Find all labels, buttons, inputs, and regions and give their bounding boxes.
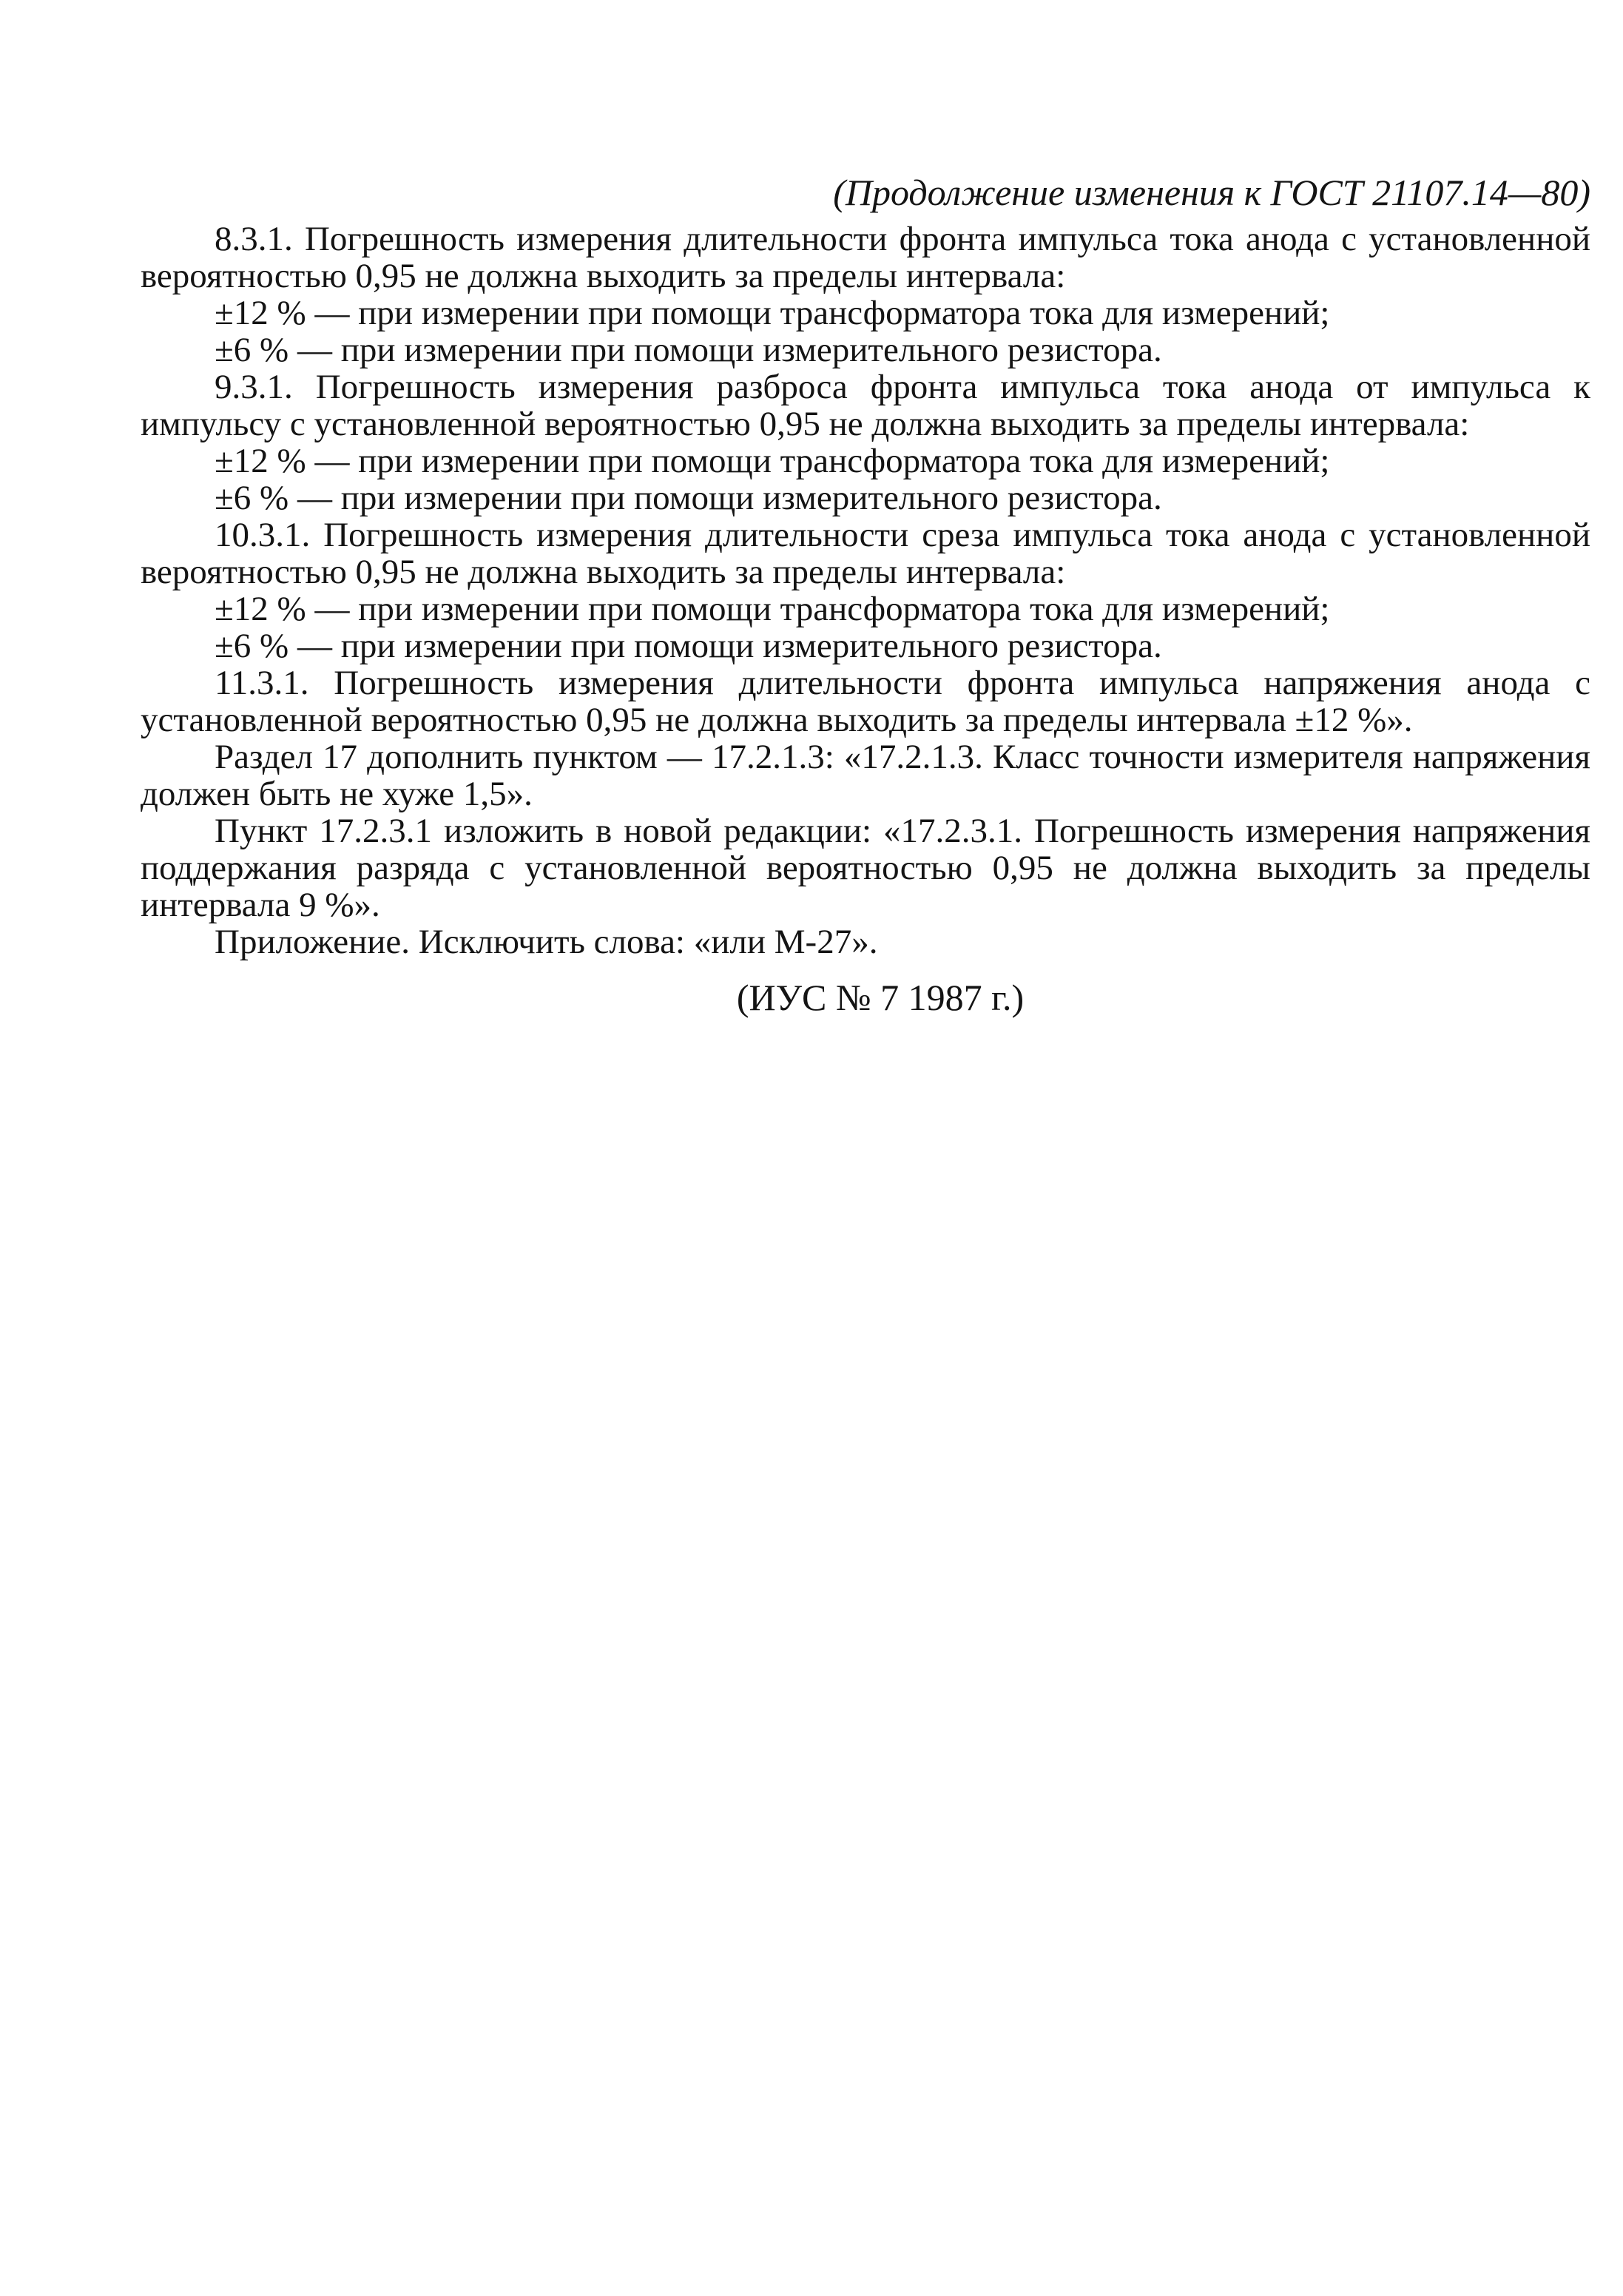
paragraph-11-3-1: 11.3.1. Погрешность измерения длительности фронта импульса напряжения анода с установленной вероятностью 0,95 не должна выходить за пределы интервала ±12 %». [141,664,1590,739]
paragraph-8-3-1-item-a: ±12 % — при измерении при помощи трансформатора тока для измерений; [215,294,1330,332]
publication-reference: (ИУС № 7 1987 г.) [736,977,1025,1018]
paragraph-10-3-1-item-b: ±6 % — при измерении при помощи измерительного резистора. [215,627,1162,665]
paragraph-9-3-1: 9.3.1. Погрешность измерения разброса фронта импульса тока анода от импульса к импульсу с установленной вероятностью 0,95 не должна выходить за пределы интервала: [141,368,1590,443]
paragraph-17-2-3-1: Пункт 17.2.3.1 изложить в новой редакции: «17.2.3.1. Погрешность измерения напряжения поддержания разряда с установленной вероятностью 0,95 не должна выходить за пределы интервала 9 %». [141,812,1590,924]
paragraph-appendix: Приложение. Исключить слова: «или М-27». [215,923,878,961]
paragraph-10-3-1: 10.3.1. Погрешность измерения длительности среза импульса тока анода с установленной вероятностью 0,95 не должна выходить за пределы интервала: [141,516,1590,591]
paragraph-8-3-1-item-b: ±6 % — при измерении при помощи измерительного резистора. [215,331,1162,369]
paragraph-section-17: Раздел 17 дополнить пунктом — 17.2.1.3: «17.2.1.3. Класс точности измерителя напряжения должен быть не хуже 1,5». [141,738,1590,813]
document-page [141,170,1590,1020]
paragraph-10-3-1-item-a: ±12 % — при измерении при помощи трансформатора тока для измерений; [215,590,1330,628]
paragraph-8-3-1: 8.3.1. Погрешность измерения длительности фронта импульса тока анода с установленной вероятностью 0,95 не должна выходить за пределы интервала: [141,220,1590,295]
paragraph-9-3-1-item-b: ±6 % — при измерении при помощи измерительного резистора. [215,479,1162,517]
document-header: (Продолжение изменения к ГОСТ 21107.14—80) [833,172,1590,213]
paragraph-9-3-1-item-a: ±12 % — при измерении при помощи трансформатора тока для измерений; [215,442,1330,480]
